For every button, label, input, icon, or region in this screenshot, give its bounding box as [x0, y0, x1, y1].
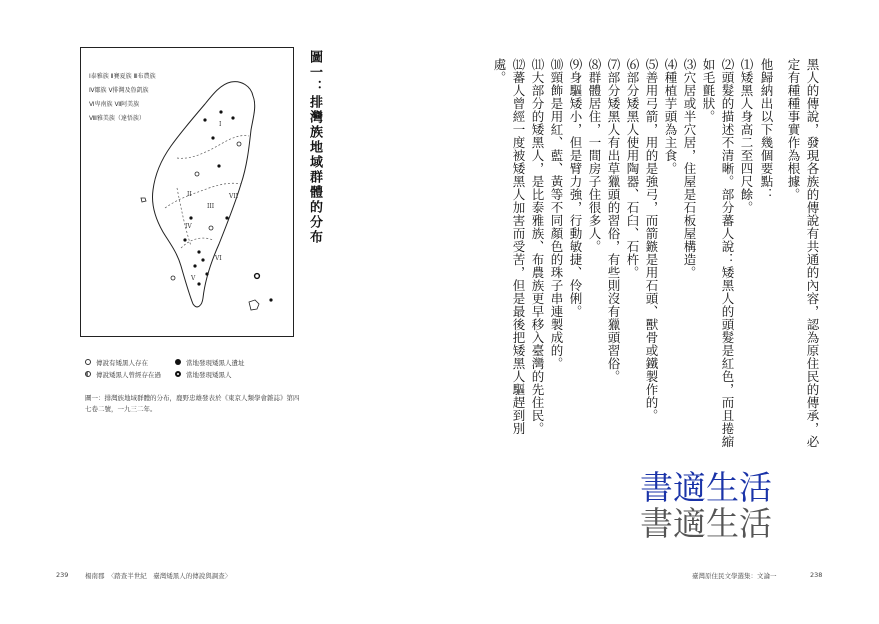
list-item: ⑼身驅矮小，但是臂力強，行動敏捷、伶俐。	[568, 58, 583, 318]
list-item: ⑾大部分的矮黑人，是比泰雅族、布農族更早移入臺灣的先住民。	[530, 58, 545, 435]
ring-circle-icon	[175, 371, 181, 377]
list-item: ⑸善用弓箭，用的是強弓，而箭鏃是用石頭、獸骨或鐵製作的。	[644, 58, 659, 422]
svg-text:III: III	[207, 203, 215, 210]
svg-text:VII: VII	[229, 193, 239, 200]
running-footer-right: 臺灣原住民文學選集：文論一	[692, 572, 777, 580]
list-item: ⑴矮黑人身高二至四尺餘。	[739, 58, 754, 214]
symbol-legend	[85, 356, 305, 380]
points-list	[492, 58, 756, 458]
figure-caption: 圖一：排灣族地域群體的分布，鹿野忠雄發表於《東京人類學會雜誌》第四七卷二號，一九三二年。	[85, 394, 300, 413]
list-item: ⑻群體居住，一間房子住很多人。	[587, 58, 602, 253]
watermark	[640, 470, 772, 542]
list-item: ⑵頭髮的描述不清晰。部分蕃人說：矮黑人的頭髮是紅色，而且捲縮如毛氈狀。	[701, 58, 735, 448]
taiwan-map-illustration	[81, 48, 293, 336]
half-circle-icon	[85, 371, 91, 377]
figure-title: 圖一：排灣族地域群體的分布	[307, 50, 322, 245]
svg-text:V: V	[191, 275, 196, 282]
list-item: ⑷種植芋頭為主食。	[663, 58, 678, 175]
list-item: ⑶穴居或半穴居，住屋是石板屋構造。	[682, 58, 697, 279]
watermark-line: 書適生活	[640, 468, 772, 507]
legend-label: 當地發現矮黑人	[186, 370, 232, 379]
page-number-left: 239	[56, 571, 69, 579]
svg-text:IV: IV	[185, 223, 192, 230]
page-number-right: 238	[810, 571, 823, 579]
legend-label: 傳說矮黑人曾經存在過	[96, 370, 161, 379]
watermark-line: 書適生活	[640, 504, 772, 543]
map-figure	[80, 47, 294, 337]
list-item: ⑺部分矮黑人有出草獵頭的習俗，有些則沒有獵頭習俗。	[606, 58, 621, 383]
ethnic-legend-line: Ⅷ雅美族（達悟族）	[89, 115, 145, 122]
open-circle-icon	[85, 359, 91, 365]
solid-circle-icon	[175, 359, 181, 365]
intro-paragraph: 黑人的傳說，發現各族的傳說有共通的內容，認為原住民的傳承，必定有種種事實作為根據。	[786, 58, 820, 448]
legend-label: 傳說有矮黑人存在	[96, 358, 148, 367]
legend-label: 當地發現矮黑人遺址	[186, 358, 245, 367]
lead-line: 他歸納出以下幾個要點：	[759, 58, 774, 201]
list-item: ⑿蕃人曾經一度被矮黑人加害而受苦，但是最後把矮黑人驅趕到別處。	[492, 58, 526, 435]
ethnic-legend-line: Ⅳ鄒族 Ⅴ排灣及魯凱族	[89, 87, 149, 94]
list-item: ⑹部分矮黑人使用陶器、石臼、石杵。	[625, 58, 640, 279]
running-footer-left: 楊南郡 〈踏查半世紀 臺灣矮黑人的傳說與調查〉	[85, 572, 232, 580]
list-item: ⑽頸飾是用紅、藍、黃等不同顏色的珠子串連製成的。	[549, 58, 564, 370]
ethnic-legend-line: Ⅵ卑南族 Ⅶ阿美族	[89, 101, 140, 108]
svg-text:II: II	[187, 191, 192, 198]
svg-text:VI: VI	[215, 255, 222, 262]
ethnic-legend-line: Ⅰ泰雅族 Ⅱ賽夏族 Ⅲ布農族	[89, 73, 156, 80]
svg-text:I: I	[219, 121, 222, 128]
taiwan-outline	[152, 82, 254, 307]
